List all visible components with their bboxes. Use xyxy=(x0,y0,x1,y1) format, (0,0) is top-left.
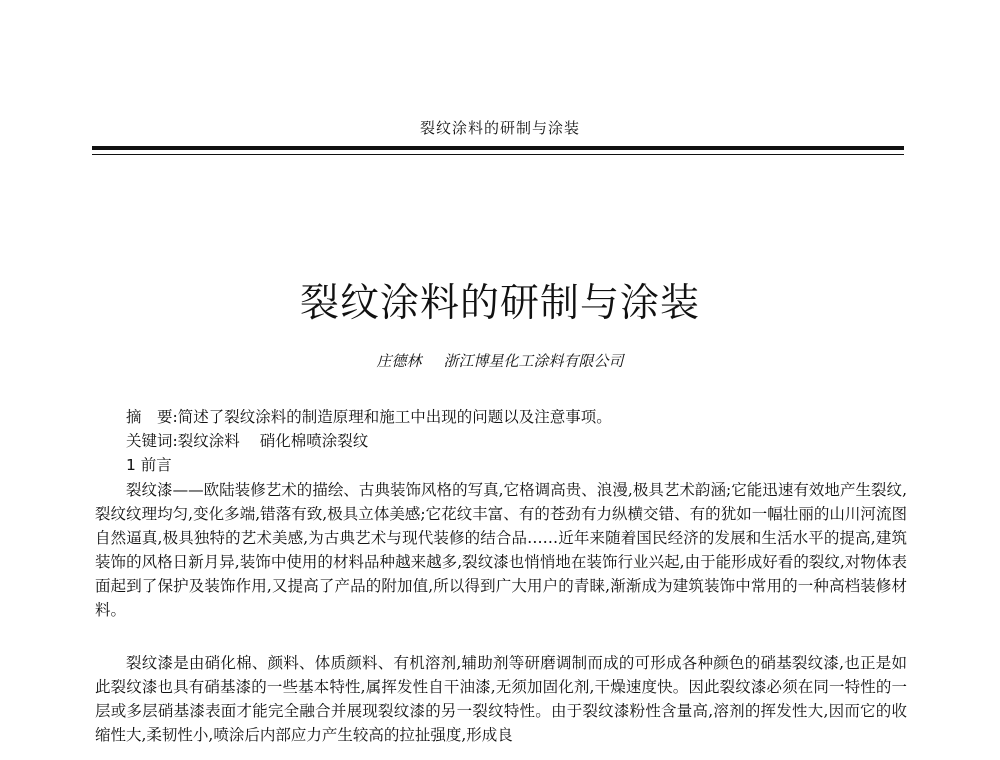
abstract xyxy=(95,405,907,429)
section-heading-text: 1 前言 xyxy=(126,456,172,474)
running-header: 裂纹涂料的研制与涂装 xyxy=(419,119,580,137)
affiliation: 浙江博星化工涂料有限公司 xyxy=(443,352,624,370)
keyword-item: 硝化棉喷涂裂纹 xyxy=(259,432,369,450)
section-heading xyxy=(95,453,907,477)
header-rule-thick xyxy=(92,146,904,150)
keywords xyxy=(95,429,907,453)
paragraph-text: 裂纹漆是由硝化棉、颜料、体质颜料、有机溶剂,辅助剂等研磨调制而成的可形成各种颜色的硝基裂纹漆,也正是如此裂纹漆也具有硝基漆的一些基本特性,属挥发性自干油漆,无须加固化剂,干燥速度快。因此裂纹漆必须在同一特性的一层或多层硝基漆表面才能完全融合并展现裂纹漆的另一裂纹特性。由于裂纹漆粉性含量高,溶剂的挥发性大,因而它的收缩性大,柔韧性小,喷涂后内部应力产生较高的拉扯强度,形成良 xyxy=(95,654,907,744)
article-title: 裂纹涂料的研制与涂装 xyxy=(299,281,700,326)
abstract-label: 摘 要: xyxy=(126,408,178,426)
body-paragraph xyxy=(95,478,907,622)
keyword-item: 裂纹涂料 xyxy=(177,432,240,450)
author-line xyxy=(0,350,1000,371)
keywords-label: 关键词: xyxy=(126,432,178,450)
body-paragraph xyxy=(95,651,907,747)
abstract-text: 简述了裂纹涂料的制造原理和施工中出现的问题以及注意事项。 xyxy=(177,408,612,426)
paragraph-text: 裂纹漆——欧陆装修艺术的描绘、古典装饰风格的写真,它格调高贵、浪漫,极具艺术韵涵;它能迅速有效地产生裂纹,裂纹纹理均匀,变化多端,错落有致,极具立体美感;它花纹丰富、有的苍劲有力纵横交错、有的犹如一幅壮丽的山川河流图自然逼真,极具独特的艺术美感,为古典艺术与现代装修的结合品……近年来随着国民经济的发展和生活水平的提高,建筑装饰的风格日新月异,装饰中使用的材料品种越来越多,裂纹漆也悄悄地在装饰行业兴起,由于能形成好看的裂纹,对物体表面起到了保护及装饰作用,又提高了产品的附加值,所以得到广大用户的青睐,渐渐成为建筑装饰中常用的一种高档装修材料。 xyxy=(95,481,907,619)
author-name: 庄德林 xyxy=(376,352,422,370)
header-rule-thin xyxy=(92,154,904,155)
